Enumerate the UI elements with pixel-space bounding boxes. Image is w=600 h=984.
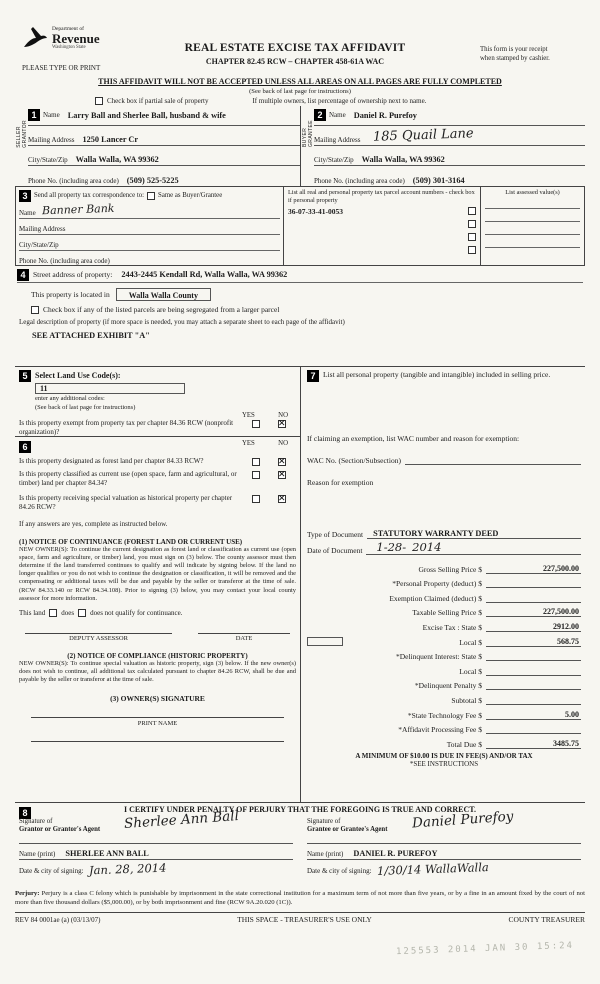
dor-logo-text bbox=[52, 26, 100, 50]
assessed-value-line-1 bbox=[485, 196, 580, 209]
deputy-assessor-label: DEPUTY ASSESSOR bbox=[69, 634, 128, 642]
s5-yes-no-header bbox=[242, 412, 288, 419]
grantor-signature-block bbox=[19, 808, 293, 878]
legal-description-label: Legal description of property (if more space is needed, you may attach a separate sheet to each page of the affidavit) bbox=[19, 318, 345, 326]
personal-property-checkbox-3[interactable] bbox=[468, 233, 476, 241]
exempt-no-checkbox[interactable] bbox=[278, 420, 286, 428]
section-2-number: 2 bbox=[314, 109, 326, 121]
seller-name-value: Larry Ball and Sherlee Ball, husband & wife bbox=[67, 110, 226, 120]
perjury-statement bbox=[15, 890, 585, 907]
grantor-signature-area[interactable] bbox=[19, 808, 293, 844]
property-located-row bbox=[17, 285, 583, 303]
receipt-note-line2: when stamped by cashier. bbox=[480, 54, 550, 62]
parties-section bbox=[15, 106, 585, 186]
exempt-checkboxes bbox=[252, 420, 296, 437]
segregated-row bbox=[17, 303, 583, 316]
buyer-csz-label: City/State/Zip bbox=[314, 156, 354, 164]
main-columns bbox=[15, 366, 585, 802]
form-revision-number: REV 84 0001ae (a) (03/13/07) bbox=[15, 916, 101, 924]
state-technology-fee-label: *State Technology Fee $ bbox=[407, 710, 482, 720]
correspondence-name-handwritten: Banner Bank bbox=[41, 201, 115, 218]
receipt-note-line1: This form is your receipt bbox=[480, 46, 548, 53]
seller-side-word1: SELLER bbox=[16, 126, 22, 148]
personal-property-checkbox-4[interactable] bbox=[468, 246, 476, 254]
correspondence-mailing-label: Mailing Address bbox=[19, 225, 66, 233]
personal-property-blank bbox=[307, 382, 581, 434]
grantee-name-print-label: Name (print) bbox=[307, 850, 344, 858]
owner-print-name-line bbox=[31, 727, 284, 742]
taxable-selling-price-label: Taxable Selling Price $ bbox=[412, 608, 482, 618]
deputy-assessor-line bbox=[25, 633, 172, 642]
qualify-pre: This land bbox=[19, 608, 46, 617]
seller-csz-label: City/State/Zip bbox=[28, 156, 68, 164]
forest-yes-checkbox[interactable] bbox=[252, 458, 260, 466]
seller-mailing-row bbox=[28, 126, 300, 146]
money-row-delinquent-interest-state bbox=[307, 647, 581, 662]
notice1-body: NEW OWNER(S): To continue the current designation as forest land or classification as current use (open space, farm and agriculture, or timber) land, you must sign on (3) below. The county assessor must then determine if the land transferred continues to qualify and will indicate by signing below. If the land no longer qualifies or you do not wish to continue the designation or classification, it will be removed and the compensating or additional taxes will be due and payable by the seller or transferor at the time of sale. (RCW 84.33.140 or RCW 84.34.108). Prior to signing (3) below, you may contact your local county assessor for more information. bbox=[19, 545, 296, 602]
minimum-fee-note: A MINIMUM OF $10.00 IS DUE IN FEE(S) AND/OR TAX bbox=[355, 751, 533, 760]
partial-sale-label: Check box if partial sale of property bbox=[107, 97, 209, 105]
parcel-header: List all real and personal property tax parcel account numbers - check box if personal property bbox=[288, 189, 475, 204]
money-row-taxable bbox=[307, 603, 581, 618]
document-type-row bbox=[307, 523, 581, 539]
chapter-line: CHAPTER 82.45 RCW – CHAPTER 458-61A WAC bbox=[205, 57, 385, 66]
seller-name-row bbox=[28, 106, 300, 126]
s6-no-label: NO bbox=[278, 440, 288, 447]
grantee-signature-label-line1: Signature of bbox=[307, 818, 341, 825]
perjury-body: Perjury is a class C felony which is punishable by imprisonment in the state correctional institution for a maximum term of not more than five years, or by a fine in an amount fixed by the court of not more than five thousand dollars ($5,000.00), or by both imprisonment and fine (RCW 9A.20.020 (1C)). bbox=[15, 890, 585, 906]
grantee-signature-area[interactable] bbox=[307, 808, 581, 844]
current-use-no-checkbox[interactable] bbox=[278, 471, 286, 479]
excise-state-value: 2912.00 bbox=[486, 622, 581, 632]
affidavit-processing-fee-value bbox=[486, 724, 581, 734]
please-type-note: PLEASE TYPE OR PRINT bbox=[22, 64, 101, 72]
county-treasurer-label: COUNTY TREASURER bbox=[508, 915, 585, 924]
s6-yes-no-header bbox=[242, 440, 288, 453]
street-address-value: 2443-2445 Kendall Rd, Walla Walla, WA 99362 bbox=[121, 270, 288, 279]
parcel-numbers-column bbox=[284, 187, 481, 265]
section-7-number: 7 bbox=[307, 370, 319, 382]
money-row-total bbox=[307, 734, 581, 749]
grantee-name-print-value: DANIEL R. PUREFOY bbox=[353, 849, 438, 858]
historic-checkboxes bbox=[252, 495, 296, 512]
personal-property-label: List all personal property (tangible and intangible) included in selling price. bbox=[323, 370, 551, 379]
grantor-signature-label-line2: Grantor or Grantor's Agent bbox=[19, 826, 101, 834]
current-use-checkboxes bbox=[252, 471, 296, 488]
seller-csz-value: Walla Walla, WA 99362 bbox=[75, 155, 159, 164]
cashier-stamp: 125553 2014 JAN 30 15:24 bbox=[395, 940, 575, 958]
treasurer-space-label: THIS SPACE - TREASURER'S USE ONLY bbox=[237, 915, 372, 924]
assessed-values-header: List assessed value(s) bbox=[505, 189, 560, 196]
personal-property-deduct-value bbox=[486, 578, 581, 588]
exemption-label: If claiming an exemption, list WAC number and reason for exemption: bbox=[307, 434, 520, 443]
grantee-date-handwritten: 1/30/14 WallaWalla bbox=[376, 860, 489, 878]
segregated-checkbox[interactable] bbox=[31, 306, 39, 314]
form-header bbox=[135, 42, 455, 66]
delinquent-interest-state-label: *Delinquent Interest: State $ bbox=[395, 652, 482, 662]
total-due-value: 3485.75 bbox=[486, 739, 581, 749]
grantee-signature-label-line2: Grantee or Grantee's Agent bbox=[307, 826, 388, 834]
assessed-value-line-2 bbox=[485, 209, 580, 222]
qualify-does-not-label: does not qualify for continuance. bbox=[90, 608, 183, 617]
section-3-number: 3 bbox=[19, 190, 31, 202]
buyer-side-label bbox=[302, 120, 314, 147]
grantor-date-row bbox=[19, 860, 293, 876]
grantor-name-print-label: Name (print) bbox=[19, 850, 56, 858]
buyer-side-word2: GRANTEE bbox=[308, 120, 314, 147]
send-correspondence-label: Send all property tax correspondence to: bbox=[34, 192, 145, 199]
current-use-row bbox=[19, 470, 296, 488]
partial-sale-row bbox=[95, 97, 565, 105]
land-use-title-row bbox=[19, 369, 296, 382]
street-address-row bbox=[17, 267, 583, 283]
grantee-name-row bbox=[307, 844, 581, 860]
additional-codes-label: enter any additional codes: bbox=[35, 395, 105, 402]
wac-row bbox=[307, 449, 581, 465]
historic-row bbox=[19, 494, 296, 512]
certify-statement: I CERTIFY UNDER PENALTY OF PERJURY THAT THE FOREGOING IS TRUE AND CORRECT. bbox=[123, 805, 476, 814]
grantor-signature-label-line1: Signature of bbox=[19, 818, 53, 825]
legal-description-value: SEE ATTACHED EXHIBIT "A" bbox=[32, 330, 150, 340]
notice2-title: (2) NOTICE OF COMPLIANCE (HISTORIC PROPERTY) bbox=[67, 651, 248, 660]
seller-csz-row bbox=[28, 146, 300, 166]
property-address-section bbox=[15, 266, 585, 366]
historic-no-checkbox[interactable] bbox=[278, 495, 286, 503]
same-as-buyer-label: Same as Buyer/Grantee bbox=[158, 192, 223, 199]
exempt-question: Is this property exempt from property tax per chapter 84.36 RCW (nonprofit organization)? bbox=[19, 419, 234, 437]
selling-price-section bbox=[301, 367, 585, 802]
property-located-label: This property is located in bbox=[31, 289, 110, 299]
owner-signature-line bbox=[31, 703, 284, 718]
perjury-lead: Perjury: bbox=[15, 890, 40, 897]
reason-blank bbox=[307, 487, 581, 523]
land-use-code-box[interactable]: 11 bbox=[35, 383, 185, 394]
seller-phone-row bbox=[28, 166, 300, 186]
section-5-number: 5 bbox=[19, 370, 31, 382]
correspondence-csz-label: City/State/Zip bbox=[19, 241, 59, 249]
money-row-delinquent-interest-local bbox=[307, 661, 581, 676]
certification-section bbox=[15, 802, 585, 888]
grantee-signature-handwritten: Daniel Purefoy bbox=[411, 808, 514, 832]
owners-signature-title: (3) OWNER(S) SIGNATURE bbox=[110, 694, 205, 704]
seller-mailing-label: Mailing Address bbox=[28, 136, 75, 144]
s5-yes-label: YES bbox=[242, 412, 255, 419]
personal-property-header bbox=[307, 370, 581, 382]
exempt-yes-checkbox[interactable] bbox=[252, 420, 260, 428]
document-type-label: Type of Document bbox=[307, 530, 364, 539]
excise-local-value: 568.75 bbox=[486, 637, 581, 647]
delinquent-interest-local-value bbox=[486, 666, 581, 676]
buyer-name-label: Name bbox=[329, 111, 346, 119]
dept-of-label: Department of bbox=[52, 26, 84, 32]
taxable-selling-price-value: 227,500.00 bbox=[486, 607, 581, 617]
receipt-note bbox=[480, 46, 580, 64]
parcel-row-4 bbox=[288, 244, 476, 257]
exempt-question-row bbox=[19, 419, 296, 437]
money-row-delinquent-penalty bbox=[307, 676, 581, 691]
exemption-claimed-value bbox=[486, 593, 581, 603]
current-use-question: Is this property classified as current use (open space, farm and agricultural, or timber) land per chapter 84.34? bbox=[19, 470, 237, 488]
grantee-signature-block bbox=[307, 808, 581, 878]
money-row-gross bbox=[307, 559, 581, 574]
left-column bbox=[15, 367, 300, 802]
money-row-exemption bbox=[307, 588, 581, 603]
legal-description-row bbox=[17, 316, 583, 328]
buyer-name-row bbox=[314, 106, 585, 126]
seller-phone-value: (509) 525-5225 bbox=[126, 176, 179, 185]
does-qualify-checkbox[interactable] bbox=[49, 609, 57, 617]
gross-selling-price-label: Gross Selling Price $ bbox=[418, 564, 482, 574]
seller-side-word2: GRANTOR bbox=[22, 120, 28, 148]
assessed-values-column bbox=[481, 187, 584, 265]
seller-phone-label: Phone No. (including area code) bbox=[28, 177, 119, 185]
buyer-csz-row bbox=[314, 146, 585, 166]
grantee-date-label: Date & city of signing: bbox=[307, 867, 372, 875]
historic-yes-checkbox[interactable] bbox=[252, 495, 260, 503]
document-date-handwritten: 1-28- bbox=[376, 540, 407, 554]
forest-land-checkboxes bbox=[252, 458, 296, 466]
excise-state-label: Excise Tax : State $ bbox=[422, 622, 482, 632]
seller-side-label bbox=[16, 120, 28, 148]
if-yes-note: If any answers are yes, complete as instructed below. bbox=[19, 520, 168, 529]
correspondence-mailing-row bbox=[19, 219, 280, 235]
section-8-number: 8 bbox=[19, 807, 31, 819]
subtotal-label: Subtotal $ bbox=[451, 695, 482, 705]
document-type-value: STATUTORY WARRANTY DEED bbox=[367, 529, 581, 539]
state-technology-fee-value: 5.00 bbox=[486, 710, 581, 720]
s5-no-label: NO bbox=[278, 412, 288, 419]
correspondence-name-row bbox=[19, 203, 280, 219]
delinquent-interest-local-label: Local $ bbox=[459, 666, 482, 676]
reason-row bbox=[307, 471, 581, 487]
personal-property-checkbox-2[interactable] bbox=[468, 220, 476, 228]
grantor-date-handwritten: Jan. 28, 2014 bbox=[88, 860, 167, 878]
buyer-phone-row bbox=[314, 166, 585, 186]
money-row-personal bbox=[307, 574, 581, 589]
parcel-row-1 bbox=[288, 205, 476, 218]
money-row-subtotal bbox=[307, 690, 581, 705]
deputy-date-line bbox=[198, 633, 290, 642]
correspondence-csz-row bbox=[19, 235, 280, 251]
buyer-mailing-handwritten: 185 Quail Lane bbox=[373, 126, 475, 145]
form-title: REAL ESTATE EXCISE TAX AFFIDAVIT bbox=[184, 42, 406, 54]
see-back-note-2: (See back of last page for instructions) bbox=[35, 404, 136, 411]
print-name-label: PRINT NAME bbox=[137, 720, 178, 728]
county-value: Walla Walla County bbox=[116, 288, 211, 301]
forest-land-row bbox=[19, 457, 296, 466]
assessed-value-line-4 bbox=[485, 235, 580, 248]
subtotal-value bbox=[486, 695, 581, 705]
qualify-row bbox=[19, 609, 296, 617]
section-4-number: 4 bbox=[17, 269, 29, 281]
buyer-mailing-row bbox=[314, 126, 585, 146]
correspondence-phone-row bbox=[19, 251, 280, 266]
land-use-title: Select Land Use Code(s): bbox=[35, 371, 121, 380]
tax-correspondence-section bbox=[15, 186, 585, 266]
correspondence-header bbox=[19, 188, 280, 203]
seller-name-label: Name bbox=[43, 111, 60, 119]
document-date-line bbox=[366, 540, 581, 555]
exemption-claimed-label: Exemption Claimed (deduct) $ bbox=[389, 593, 482, 603]
document-date-label: Date of Document bbox=[307, 546, 363, 555]
grantor-name-print-value: SHERLEE ANN BALL bbox=[65, 849, 149, 858]
grantor-name-row bbox=[19, 844, 293, 860]
document-date-year: 2014 bbox=[412, 540, 442, 554]
buyer-csz-value: Walla Walla, WA 99362 bbox=[361, 155, 445, 164]
buyer-grantee-block bbox=[300, 106, 585, 186]
buyer-phone-value: (509) 301-3164 bbox=[412, 176, 465, 185]
money-row-tech-fee bbox=[307, 705, 581, 720]
buyer-name-value: Daniel R. Purefoy bbox=[353, 110, 417, 120]
segregated-label: Check box if any of the listed parcels are being segregated from a larger parcel bbox=[43, 305, 280, 314]
see-instructions-note: *SEE INSTRUCTIONS bbox=[409, 759, 479, 768]
deputy-assessor-row bbox=[25, 633, 290, 642]
footer-row bbox=[15, 912, 585, 924]
street-address-label: Street address of property: bbox=[33, 270, 113, 279]
deputy-date-label: DATE bbox=[235, 634, 253, 642]
seller-grantor-block bbox=[15, 106, 300, 186]
money-row-excise-local bbox=[307, 632, 581, 647]
grantee-date-row bbox=[307, 860, 581, 876]
personal-property-checkbox-1[interactable] bbox=[468, 207, 476, 215]
see-back-note: (See back of last page for instructions) bbox=[249, 88, 351, 95]
revenue-label: Revenue bbox=[52, 31, 100, 46]
buyer-side-word1: BUYER bbox=[302, 127, 308, 147]
assessed-value-line-3 bbox=[485, 222, 580, 235]
bird-icon bbox=[22, 26, 48, 48]
washington-state-label: Washington State bbox=[52, 45, 86, 50]
seller-mailing-value: 1250 Lancer Cr bbox=[82, 135, 139, 144]
correspondence-left bbox=[16, 187, 284, 265]
historic-question: Is this property receiving special valuation as historical property per chapter 84.26 RCW? bbox=[19, 494, 233, 512]
multiple-owners-note: If multiple owners, list percentage of ownership next to name. bbox=[252, 97, 427, 105]
current-use-yes-checkbox[interactable] bbox=[252, 471, 260, 479]
total-due-label: Total Due $ bbox=[446, 739, 482, 749]
notice2-body: NEW OWNER(S): To continue special valuation as historic property, sign (3) below. If the new owner(s) does not wish to continue, all additional tax calculated pursuant to chapter 84.26 RCW, shall be due and payable by the seller or transferor at the time of sale. bbox=[19, 659, 296, 684]
correspondence-phone-label: Phone No. (including area code) bbox=[19, 257, 110, 265]
dor-logo bbox=[22, 26, 100, 50]
document-date-row bbox=[307, 539, 581, 555]
classification-section bbox=[15, 437, 300, 745]
forest-land-question: Is this property designated as forest land per chapter 84.33 RCW? bbox=[19, 457, 204, 465]
section-1-number: 1 bbox=[28, 109, 40, 121]
wac-line bbox=[405, 455, 581, 465]
notice1-title: (1) NOTICE OF CONTINUANCE (FOREST LAND OR CURRENT USE) bbox=[19, 537, 243, 546]
parcel-number-value: 36-07-33-41-0053 bbox=[288, 206, 343, 216]
parcel-row-3 bbox=[288, 231, 476, 244]
gross-selling-price-value: 227,500.00 bbox=[486, 564, 581, 574]
s6-yes-label: YES bbox=[242, 440, 255, 447]
correspondence-name-label: Name bbox=[19, 209, 36, 217]
money-row-excise-state bbox=[307, 617, 581, 632]
grantor-date-label: Date & city of signing: bbox=[19, 867, 84, 875]
delinquent-penalty-value bbox=[486, 680, 581, 690]
land-use-section bbox=[15, 367, 300, 437]
does-not-qualify-checkbox[interactable] bbox=[78, 609, 86, 617]
section-6-number: 6 bbox=[19, 441, 31, 453]
same-as-buyer-checkbox[interactable] bbox=[147, 192, 155, 200]
qualify-does-label: does bbox=[61, 608, 75, 617]
grantor-signature-handwritten: Sherlee Ann Ball bbox=[123, 808, 240, 832]
delinquent-penalty-label: *Delinquent Penalty $ bbox=[414, 681, 482, 691]
excise-local-label: Local $ bbox=[459, 637, 482, 647]
partial-sale-checkbox[interactable] bbox=[95, 97, 103, 105]
personal-property-deduct-label: *Personal Property (deduct) $ bbox=[392, 579, 482, 589]
buyer-phone-label: Phone No. (including area code) bbox=[314, 177, 405, 185]
money-row-processing-fee bbox=[307, 720, 581, 735]
buyer-mailing-label: Mailing Address bbox=[314, 136, 361, 144]
affidavit-processing-fee-label: *Affidavit Processing Fee $ bbox=[398, 725, 482, 735]
local-code-box bbox=[307, 637, 343, 646]
warning-line: THIS AFFIDAVIT WILL NOT BE ACCEPTED UNLESS ALL AREAS ON ALL PAGES ARE FULLY COMPLETED bbox=[98, 77, 502, 86]
s6-header-row bbox=[19, 440, 296, 453]
wac-label: WAC No. (Section/Subsection) bbox=[307, 456, 401, 465]
forest-no-checkbox[interactable] bbox=[278, 458, 286, 466]
parcel-row-2 bbox=[288, 218, 476, 231]
reason-label: Reason for exemption bbox=[307, 478, 374, 487]
delinquent-interest-state-value bbox=[486, 651, 581, 661]
